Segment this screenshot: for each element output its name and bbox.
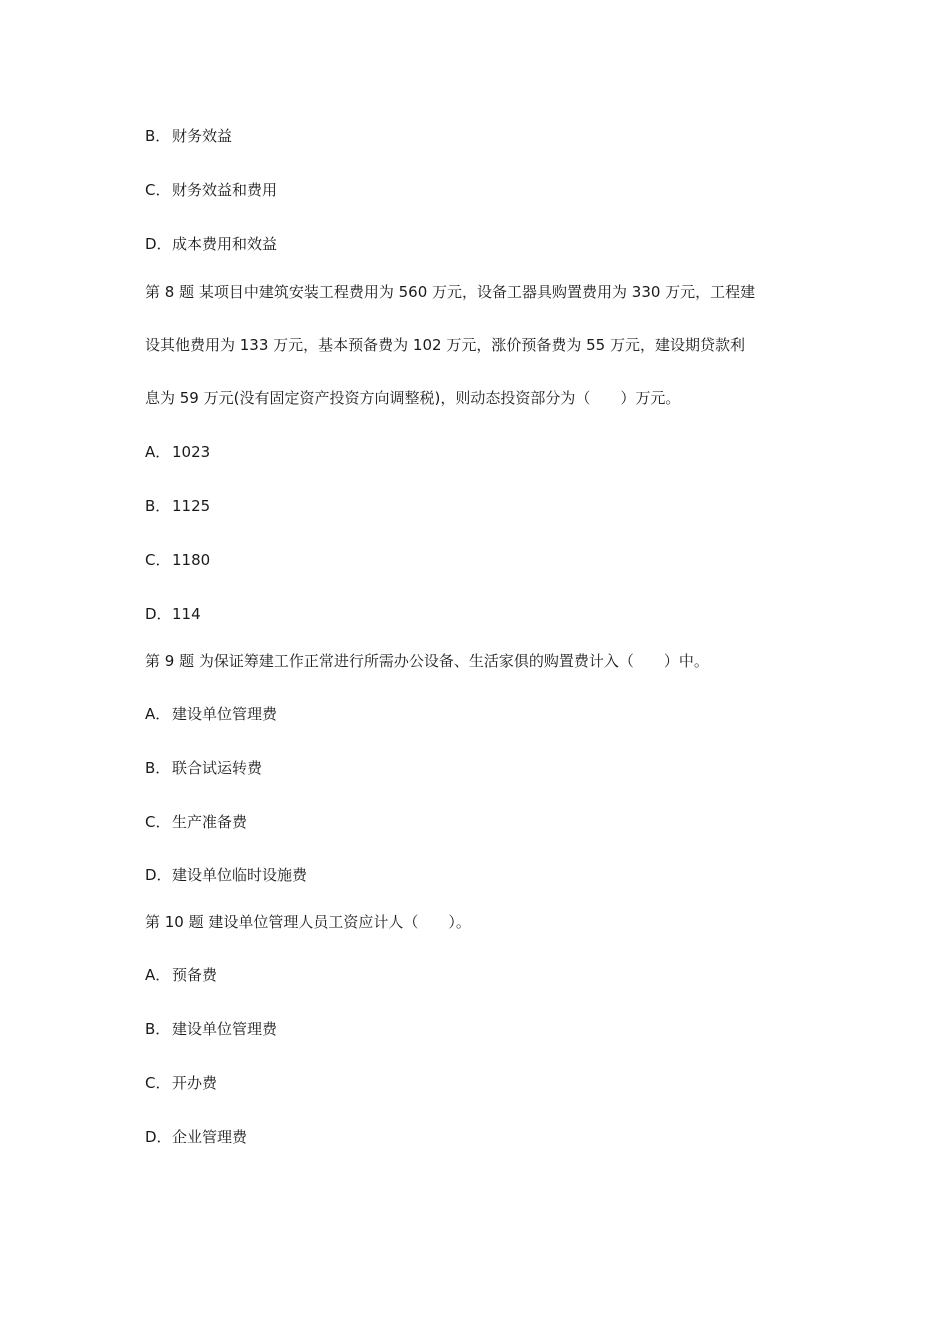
option-letter: B． (145, 127, 171, 145)
option-text: 114 (172, 605, 201, 623)
option-text: 建设单位临时设施费 (172, 866, 308, 884)
option-text: 企业管理费 (172, 1128, 248, 1146)
option-text: 财务效益 (172, 127, 233, 145)
option-text: 成本费用和效益 (172, 235, 278, 253)
option-text: 1125 (172, 497, 211, 515)
option-c (145, 180, 277, 200)
question-8-line-1: 第 8 题 某项目中建筑安装工程费用为 560 万元，设备工器具购置费用为 330 万元，工程建 (145, 283, 756, 301)
option-d (145, 234, 277, 254)
option-b (145, 126, 232, 146)
option-c (145, 1073, 217, 1093)
option-letter: D． (145, 866, 172, 884)
option-letter: B． (145, 497, 171, 515)
option-text: 开办费 (172, 1074, 218, 1092)
option-letter: B． (145, 759, 171, 777)
option-letter: C． (145, 181, 171, 199)
option-letter: D． (145, 235, 172, 253)
option-text: 1023 (172, 443, 211, 461)
question-9-line-1: 第 9 题 为保证筹建工作正常进行所需办公设备、生活家俱的购置费计入（ ）中。 (145, 652, 709, 670)
option-text: 1180 (172, 551, 211, 569)
option-b (145, 758, 262, 778)
option-letter: B． (145, 1020, 171, 1038)
option-text: 建设单位管理费 (172, 1020, 278, 1038)
option-text: 联合试运转费 (172, 759, 263, 777)
option-a (145, 442, 210, 462)
option-letter: C． (145, 551, 171, 569)
option-c (145, 550, 210, 570)
option-letter: C． (145, 1074, 171, 1092)
question-8-line-3: 息为 59 万元(没有固定资产投资方向调整税)，则动态投资部分为（ ）万元。 (145, 389, 681, 407)
option-letter: A． (145, 443, 171, 461)
option-d (145, 604, 201, 624)
option-d (145, 865, 307, 885)
option-b (145, 496, 210, 516)
option-b (145, 1019, 277, 1039)
option-letter: D． (145, 1128, 172, 1146)
option-d (145, 1127, 247, 1147)
option-letter: C． (145, 813, 171, 831)
option-text: 财务效益和费用 (172, 181, 278, 199)
question-8-line-2: 设其他费用为 133 万元，基本预备费为 102 万元，涨价预备费为 55 万元，建设期贷款利 (145, 336, 745, 354)
option-text: 建设单位管理费 (172, 705, 278, 723)
question-10-line-1: 第 10 题 建设单位管理人员工资应计人（ ）。 (145, 913, 471, 931)
option-letter: A． (145, 966, 171, 984)
option-a (145, 704, 277, 724)
option-text: 生产准备费 (172, 813, 248, 831)
option-text: 预备费 (172, 966, 218, 984)
option-c (145, 812, 247, 832)
option-letter: D． (145, 605, 172, 623)
option-a (145, 965, 217, 985)
option-letter: A． (145, 705, 171, 723)
